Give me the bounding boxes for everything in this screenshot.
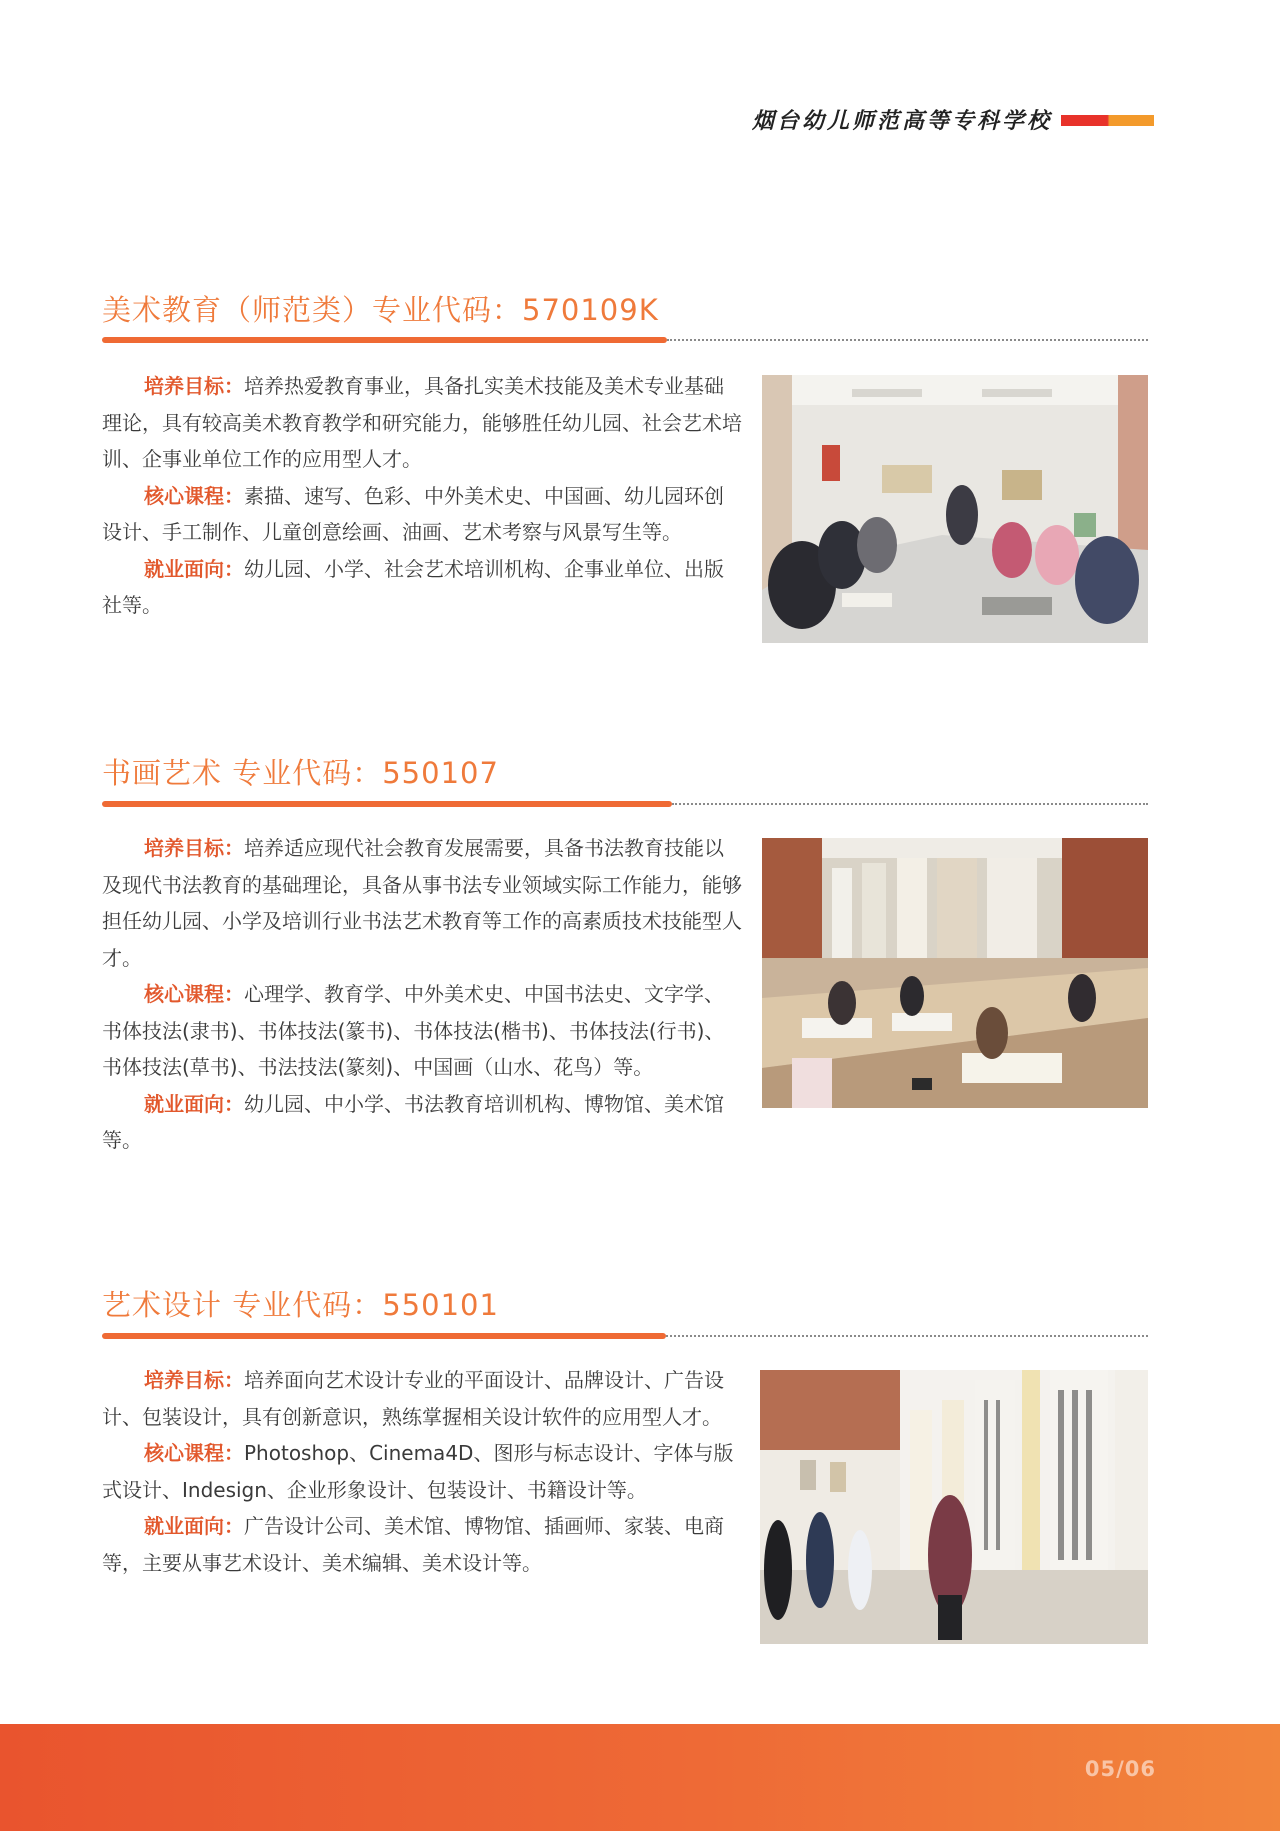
text-employment: 幼儿园、中小学、书法教育培训机构、博物馆、美术馆等。 — [102, 1091, 724, 1152]
section-rule-dotted — [666, 1335, 1148, 1337]
paragraph-goal — [102, 1362, 742, 1435]
label-courses: 核心课程： — [144, 1441, 244, 1465]
text-courses: 素描、速写、色彩、中外美术史、中国画、幼儿园环创设计、手工制作、儿童创意绘画、油画、艺术考察与风景写生等。 — [102, 483, 724, 544]
label-courses: 核心课程： — [144, 982, 244, 1006]
calligraphy-classroom-photo — [762, 838, 1148, 1108]
paragraph-courses — [102, 478, 742, 551]
section-art-design — [102, 1283, 1148, 1663]
paragraph-employment — [102, 1086, 742, 1159]
text-employment: 广告设计公司、美术馆、博物馆、插画师、家装、电商等，主要从事艺术设计、美术编辑、美术设计等。 — [102, 1514, 724, 1575]
label-goal: 培养目标： — [144, 374, 244, 398]
label-employment: 就业面向： — [144, 1091, 244, 1116]
section-calligraphy — [102, 751, 1148, 1201]
header-accent-bar — [1061, 115, 1154, 126]
paragraph-employment — [102, 551, 742, 624]
label-courses: 核心课程： — [144, 483, 244, 508]
text-goal: 培养面向艺术设计专业的平面设计、品牌设计、广告设计、包装设计，具有创新意识，熟练掌握相关设计软件的应用型人才。 — [102, 1368, 724, 1429]
text-goal: 培养适应现代社会教育发展需要，具备书法教育技能以及现代书法教育的基础理论，具备从事书法专业领域实际工作能力，能够担任幼儿园、小学及培训行业书法艺术教育等工作的高素质技术技能型人才。 — [102, 836, 742, 970]
section-rule — [102, 801, 672, 807]
paragraph-goal — [102, 830, 742, 976]
school-name-header: 烟台幼儿师范高等专科学校 — [751, 108, 1052, 134]
paragraph-goal — [102, 368, 742, 478]
section-body — [102, 830, 742, 1159]
section-rule-dotted — [667, 339, 1148, 341]
section-rule — [102, 337, 667, 343]
text-courses: Photoshop、Cinema4D、图形与标志设计、字体与版式设计、Indesign、企业形象设计、包装设计、书籍设计等。 — [102, 1441, 734, 1502]
paragraph-courses — [102, 1435, 742, 1508]
label-goal: 培养目标： — [144, 836, 244, 860]
section-title: 书画艺术 专业代码：550107 — [102, 756, 499, 790]
section-body — [102, 1362, 742, 1581]
paragraph-employment — [102, 1508, 742, 1581]
art-classroom-photo — [762, 375, 1148, 643]
paragraph-courses — [102, 976, 742, 1086]
page-number: 05/06 — [1084, 1757, 1156, 1781]
section-body — [102, 368, 742, 624]
text-employment: 幼儿园、小学、社会艺术培训机构、企事业单位、出版社等。 — [102, 556, 724, 617]
text-courses: 心理学、教育学、中外美术史、中国书法史、文字学、书体技法(隶书)、书体技法(篆书)、书体技法(楷书)、书体技法(行书)、书体技法(草书)、书法技法(篆刻)、中国画（山水、花鸟）等。 — [102, 982, 725, 1079]
section-title: 美术教育（师范类）专业代码：570109K — [102, 293, 659, 327]
section-title: 艺术设计 专业代码：550101 — [102, 1288, 499, 1322]
label-employment: 就业面向： — [144, 556, 244, 581]
text-goal: 培养热爱教育事业，具备扎实美术技能及美术专业基础理论，具有较高美术教育教学和研究能力，能够胜任幼儿园、社会艺术培训、企事业单位工作的应用型人才。 — [102, 374, 742, 471]
section-rule-dotted — [672, 803, 1148, 805]
section-rule — [102, 1333, 666, 1339]
label-employment: 就业面向： — [144, 1514, 244, 1538]
label-goal: 培养目标： — [144, 1368, 244, 1392]
exhibition-photo — [760, 1370, 1148, 1644]
section-art-education — [102, 288, 1148, 668]
